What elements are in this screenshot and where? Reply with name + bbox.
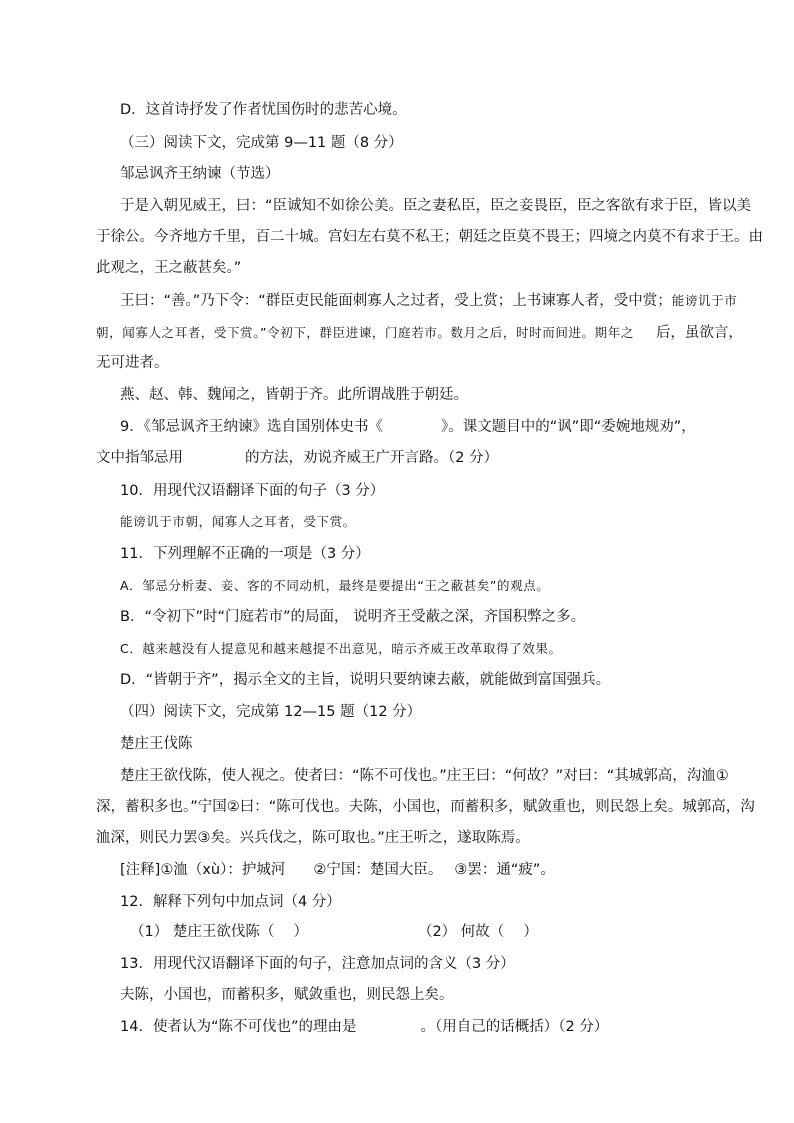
passage-line: 燕、赵、韩、魏闻之，皆朝于齐。此所谓战胜于朝廷。	[120, 387, 468, 403]
question-10: 10．用现代汉语翻译下面的句子（3 分）	[120, 483, 385, 499]
question-text: 14．使者认为“陈不可伐也”的理由是	[120, 1019, 357, 1035]
question-text: 的方法，劝说齐威王广开言路。（2 分）	[245, 450, 499, 466]
question-14	[120, 1017, 608, 1037]
passage-line	[120, 291, 737, 311]
question-text: 》。课文题目中的“讽”即“委婉地规劝”，	[440, 419, 696, 435]
translation-sentence: 能谤讥于市朝，闻寡人之耳者，受下赏。	[120, 514, 356, 529]
option-d-poem: D．这首诗抒发了作者忧国伤时的悲苦心境。	[120, 102, 407, 118]
passage-line: 楚庄王欲伐陈，使人视之。使者曰：“陈不可伐也。”庄王曰：“何故？”对曰：“其城郭高，沟洫①	[120, 768, 729, 784]
question-text: 。（用自己的话概括）（2 分）	[420, 1019, 609, 1035]
passage-title-chu: 楚庄王伐陈	[120, 736, 193, 752]
passage-title-zouji: 邹忌讽齐王纳谏（节选）	[120, 166, 280, 182]
question-text: 9．《邹忌讽齐王纳谏》选自国别体史书《	[120, 419, 383, 435]
option-b: B．“令初下”时“门庭若市”的局面， 说明齐王受蔽之深，齐国积弊之多。	[120, 609, 586, 625]
passage-line: 此观之，王之蔽甚矣。”	[96, 260, 242, 276]
passage-line: 于徐公。今齐地方千里，百二十城。宫妇左右莫不私王；朝廷之臣莫不畏王；四境之内莫不有求于王。由	[96, 229, 763, 245]
passage-text-small: 朝，闻寡人之耳者，受下赏。”令初下，群臣进谏，门庭若市。数月之后，时时而间进。期年之	[96, 325, 634, 340]
item-1: （1） 楚庄王欲伐陈（ ）	[130, 924, 308, 940]
passage-line: 无可进者。	[96, 355, 169, 371]
annotation-2: ②宁国：楚国大臣。	[313, 862, 443, 878]
passage-line: 深，蓄积多也。”宁国②曰：“陈可伐也。夫陈，小国也，而蓄积多，赋敛重也，则民怨上矣。城郭高，沟	[96, 799, 755, 815]
passage-text-small: 能谤讥于市	[671, 293, 738, 308]
question-9	[120, 417, 696, 437]
annotation-1: [注释]①洫（xù）：护城河	[120, 862, 286, 878]
question-11: 11．下列理解不正确的一项是（3 分）	[120, 546, 370, 562]
passage-line: 洫深，则民力罢③矣。兴兵伐之，陈可取也。”庄王听之，遂取陈焉。	[96, 830, 530, 846]
question-text: 文中指邹忌用	[96, 450, 183, 466]
passage-text: 王曰：“善。”乃下令：“群臣吏民能面刺寡人之过者，受上赏；上书谏寡人者，受中赏；	[120, 293, 672, 309]
section-3-heading: （三）阅读下文，完成第 9—11 题（8 分）	[120, 135, 403, 151]
passage-text: 后，虽欲言，	[655, 325, 743, 341]
option-c: C．越来越没有人提意见和越来越提不出意见，暗示齐威王改革取得了效果。	[120, 641, 562, 656]
passage-line: 于是入朝见威王，曰：“臣诚知不如徐公美。臣之妻私臣，臣之妾畏臣，臣之客欲有求于臣，皆以美	[120, 198, 752, 214]
question-12-items	[130, 922, 538, 942]
item-2: （2） 何故（ ）	[417, 924, 538, 940]
question-13: 13．用现代汉语翻译下面的句子，注意加点词的含义（3 分）	[120, 956, 515, 972]
annotations	[120, 860, 555, 880]
option-d: D．“皆朝于齐”，揭示全文的主旨，说明只要纳谏去蔽，就能做到富国强兵。	[120, 672, 611, 688]
question-12: 12．解释下列句中加点词（4 分）	[120, 894, 341, 910]
translation-sentence: 夫陈，小国也，而蓄积多，赋敛重也，则民怨上矣。	[120, 987, 454, 1003]
annotation-3: ③罢：通“疲”。	[454, 862, 555, 878]
section-4-heading: （四）阅读下文，完成第 12—15 题（12 分）	[120, 704, 422, 720]
passage-line	[96, 323, 743, 343]
option-a: A．邹忌分析妻、妾、客的不同动机，最终是要提出“王之蔽甚矣”的观点。	[120, 578, 550, 593]
question-9-cont	[96, 448, 498, 468]
